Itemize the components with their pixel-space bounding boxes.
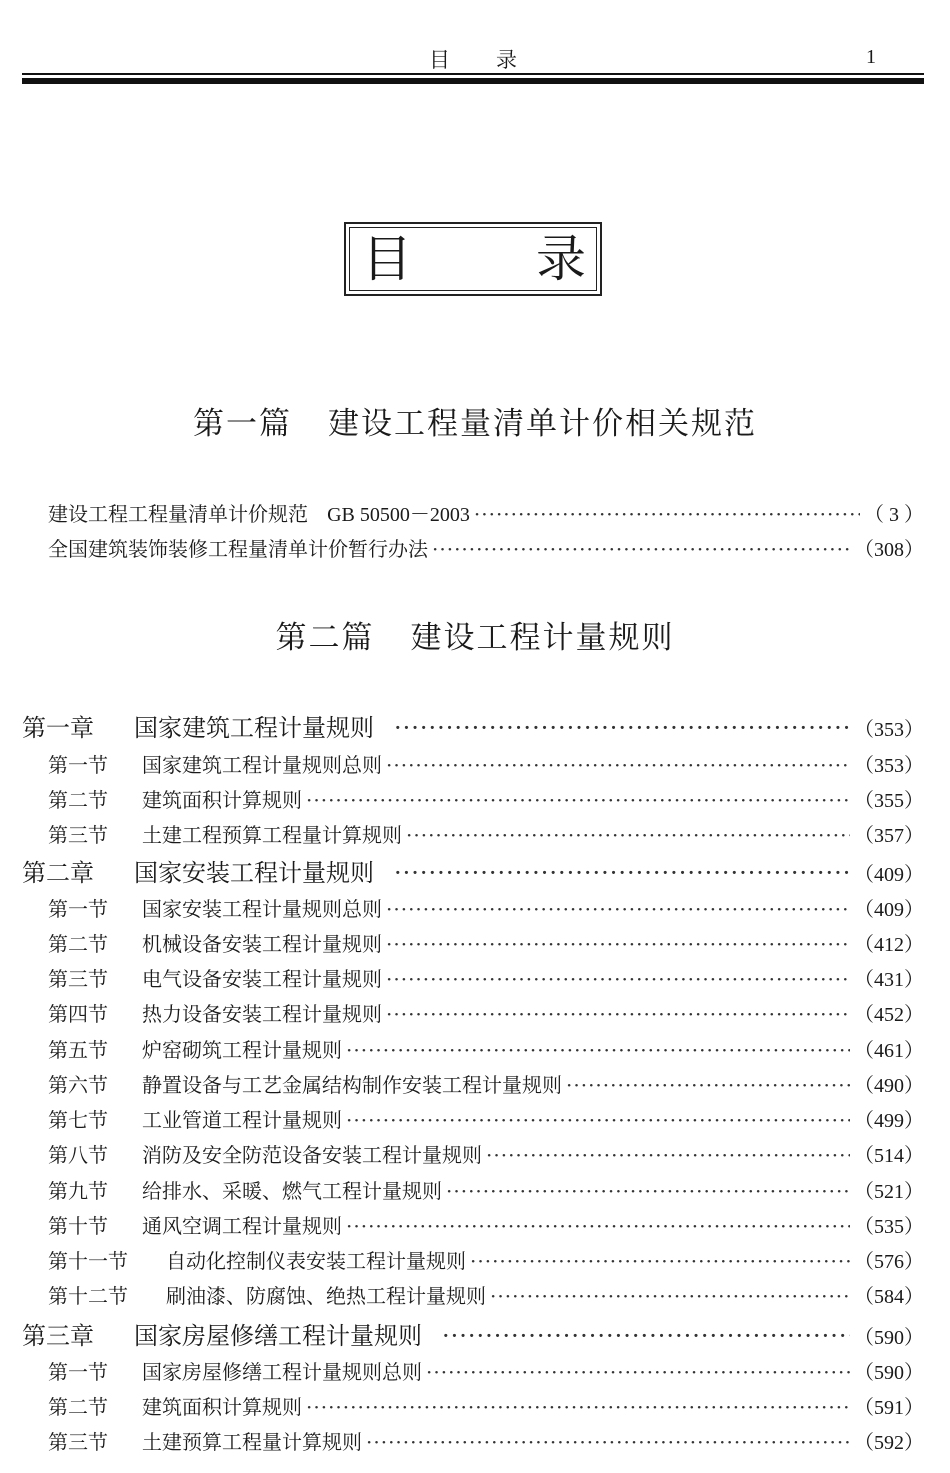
toc-section-num: 第四节 xyxy=(48,1002,108,1026)
toc-section-title: 静置设备与工艺金属结构制作安装工程计量规则 xyxy=(142,1073,562,1097)
part1-heading-prefix: 第一篇 xyxy=(193,406,292,442)
contents-title-char-1: 目 xyxy=(362,230,412,288)
toc-chapter-num: 第二章 xyxy=(22,859,94,887)
toc-entry-page: （576） xyxy=(854,1251,924,1273)
toc-entry-page: （592） xyxy=(854,1432,924,1454)
toc-section-2-8[interactable] xyxy=(48,1139,924,1168)
toc-leader-dots xyxy=(346,1108,850,1132)
toc-entry-page: （431） xyxy=(854,969,924,991)
header-rule-thick xyxy=(22,78,924,84)
toc-chapter-2[interactable] xyxy=(22,853,924,888)
toc-entry-title: 建设工程工程量清单计价规范 xyxy=(48,502,308,526)
toc-section-num: 第二节 xyxy=(48,932,108,956)
toc-section-title: 土建工程预算工程量计算规则 xyxy=(142,823,402,847)
part2-heading-prefix: 第二篇 xyxy=(275,620,375,656)
toc-section-2-11[interactable] xyxy=(48,1245,924,1274)
toc-leader-dots xyxy=(346,1038,850,1062)
toc-section-title: 国家建筑工程计量规则总则 xyxy=(142,753,382,777)
contents-title-inner xyxy=(349,227,597,291)
toc-section-title: 土建预算工程量计算规则 xyxy=(142,1430,362,1454)
toc-section-2-4[interactable] xyxy=(48,998,924,1027)
toc-section-3-2[interactable] xyxy=(48,1391,924,1420)
toc-leader-dots xyxy=(490,1284,850,1308)
toc-section-title: 国家房屋修缮工程计量规则总则 xyxy=(142,1360,422,1384)
toc-section-title: 建筑面积计算规则 xyxy=(142,788,302,812)
toc-section-title: 给排水、采暖、燃气工程计量规则 xyxy=(142,1179,442,1203)
toc-leader-dots xyxy=(386,1002,850,1026)
toc-chapter-num: 第三章 xyxy=(22,1322,94,1350)
toc-section-title: 电气设备安装工程计量规则 xyxy=(142,967,382,991)
part1-heading-title: 建设工程量清单计价相关规范 xyxy=(328,406,757,442)
toc-section-2-10[interactable] xyxy=(48,1210,924,1239)
toc-entry-page: （355） xyxy=(854,790,924,812)
toc-leader-dots xyxy=(474,502,860,526)
toc-section-num: 第三节 xyxy=(48,1430,108,1454)
toc-leader-dots xyxy=(366,1430,850,1454)
toc-leader-dots xyxy=(406,823,850,847)
toc-section-num: 第一节 xyxy=(48,897,108,921)
toc-section-1-3[interactable] xyxy=(48,819,924,848)
toc-entry-page: （590） xyxy=(854,1362,924,1384)
toc-section-title: 国家安装工程计量规则总则 xyxy=(142,897,382,921)
toc-entry-page: （490） xyxy=(854,1075,924,1097)
part2-heading-title: 建设工程计量规则 xyxy=(410,620,675,656)
part2-heading xyxy=(0,612,950,657)
toc-section-num: 第三节 xyxy=(48,967,108,991)
toc-leader-dots xyxy=(346,1214,850,1238)
toc-entry-page: （353） xyxy=(854,719,924,741)
toc-section-num: 第一节 xyxy=(48,753,108,777)
toc-section-title: 刷油漆、防腐蚀、绝热工程计量规则 xyxy=(166,1284,486,1308)
toc-chapter-title: 国家建筑工程计量规则 xyxy=(134,714,374,742)
toc-section-2-7[interactable] xyxy=(48,1104,924,1133)
toc-section-2-1[interactable] xyxy=(48,893,924,922)
toc-section-num: 第六节 xyxy=(48,1073,108,1097)
toc-leader-dots xyxy=(566,1073,850,1097)
toc-leader-dots xyxy=(426,1360,850,1384)
toc-chapter-title: 国家房屋修缮工程计量规则 xyxy=(134,1322,422,1350)
toc-leader-dots xyxy=(306,1395,850,1419)
page-number: 1 xyxy=(866,46,876,68)
toc-section-2-6[interactable] xyxy=(48,1069,924,1098)
toc-entry-page: （590） xyxy=(854,1327,924,1349)
toc-leader-dots xyxy=(486,1143,850,1167)
running-header xyxy=(22,42,924,72)
toc-section-2-3[interactable] xyxy=(48,963,924,992)
toc-entry-page: （357） xyxy=(854,825,924,847)
toc-leader-dots xyxy=(386,753,850,777)
toc-entry-page: （409） xyxy=(854,899,924,921)
toc-section-title: 消防及安全防范设备安装工程计量规则 xyxy=(142,1143,482,1167)
toc-section-num: 第七节 xyxy=(48,1108,108,1132)
toc-section-1-2[interactable] xyxy=(48,784,924,813)
toc-section-num: 第五节 xyxy=(48,1038,108,1062)
toc-section-title: 工业管道工程计量规则 xyxy=(142,1108,342,1132)
toc-leader-dots xyxy=(446,1179,850,1203)
toc-section-title: 自动化控制仪表安装工程计量规则 xyxy=(166,1249,466,1273)
toc-leader-dots xyxy=(386,932,850,956)
toc-section-1-1[interactable] xyxy=(48,749,924,778)
toc-chapter-1[interactable] xyxy=(22,708,924,743)
toc-leader-dots xyxy=(386,967,850,991)
header-rule-thin xyxy=(22,73,924,75)
toc-section-3-1[interactable] xyxy=(48,1356,924,1385)
toc-section-num: 第二节 xyxy=(48,788,108,812)
toc-entry-page: （452） xyxy=(854,1004,924,1026)
toc-leader-dots xyxy=(442,1322,850,1350)
toc-chapter-title: 国家安装工程计量规则 xyxy=(134,859,374,887)
toc-leader-dots xyxy=(470,1249,850,1273)
toc-entry-page: （591） xyxy=(854,1397,924,1419)
contents-title-char-2: 录 xyxy=(536,230,586,288)
running-title: 目录 xyxy=(429,48,563,72)
toc-entry-part1-item-1[interactable] xyxy=(48,498,924,527)
toc-section-2-12[interactable] xyxy=(48,1280,924,1309)
toc-section-title: 通风空调工程计量规则 xyxy=(142,1214,342,1238)
toc-entry-page: （ 3 ） xyxy=(864,504,924,526)
toc-chapter-3[interactable] xyxy=(22,1316,924,1351)
toc-entry-page: （409） xyxy=(854,864,924,886)
toc-section-2-5[interactable] xyxy=(48,1034,924,1063)
toc-section-num: 第十节 xyxy=(48,1214,108,1238)
toc-section-title: 建筑面积计算规则 xyxy=(142,1395,302,1419)
toc-entry-page: （584） xyxy=(854,1286,924,1308)
part1-heading xyxy=(0,398,950,443)
toc-section-2-9[interactable] xyxy=(48,1175,924,1204)
toc-entry-page: （514） xyxy=(854,1145,924,1167)
toc-entry-page: （535） xyxy=(854,1216,924,1238)
toc-leader-dots xyxy=(394,714,850,742)
toc-section-num: 第八节 xyxy=(48,1143,108,1167)
toc-leader-dots xyxy=(386,897,850,921)
toc-chapter-num: 第一章 xyxy=(22,714,94,742)
contents-title-box xyxy=(344,222,602,296)
toc-entry-part1-item-2[interactable] xyxy=(48,533,924,562)
toc-section-title: 机械设备安装工程计量规则 xyxy=(142,932,382,956)
toc-entry-title: 全国建筑装饰装修工程量清单计价暂行办法 xyxy=(48,537,428,561)
toc-section-num: 第三节 xyxy=(48,823,108,847)
toc-section-num: 第一节 xyxy=(48,1360,108,1384)
toc-entry-page: （353） xyxy=(854,755,924,777)
toc-section-3-3[interactable] xyxy=(48,1426,924,1455)
toc-entry-page: （521） xyxy=(854,1181,924,1203)
toc-section-num: 第十一节 xyxy=(48,1249,128,1273)
toc-section-num: 第十二节 xyxy=(48,1284,128,1308)
toc-section-title: 炉窑砌筑工程计量规则 xyxy=(142,1038,342,1062)
toc-entry-code: GB 50500－2003 xyxy=(327,504,470,526)
toc-section-title: 热力设备安装工程计量规则 xyxy=(142,1002,382,1026)
toc-entry-page: （308） xyxy=(854,539,924,561)
toc-entry-page: （461） xyxy=(854,1040,924,1062)
toc-entry-page: （499） xyxy=(854,1110,924,1132)
toc-leader-dots xyxy=(306,788,850,812)
toc-section-num: 第九节 xyxy=(48,1179,108,1203)
toc-leader-dots xyxy=(394,859,850,887)
toc-section-2-2[interactable] xyxy=(48,928,924,957)
toc-section-num: 第二节 xyxy=(48,1395,108,1419)
toc-entry-page: （412） xyxy=(854,934,924,956)
toc-leader-dots xyxy=(432,537,850,561)
